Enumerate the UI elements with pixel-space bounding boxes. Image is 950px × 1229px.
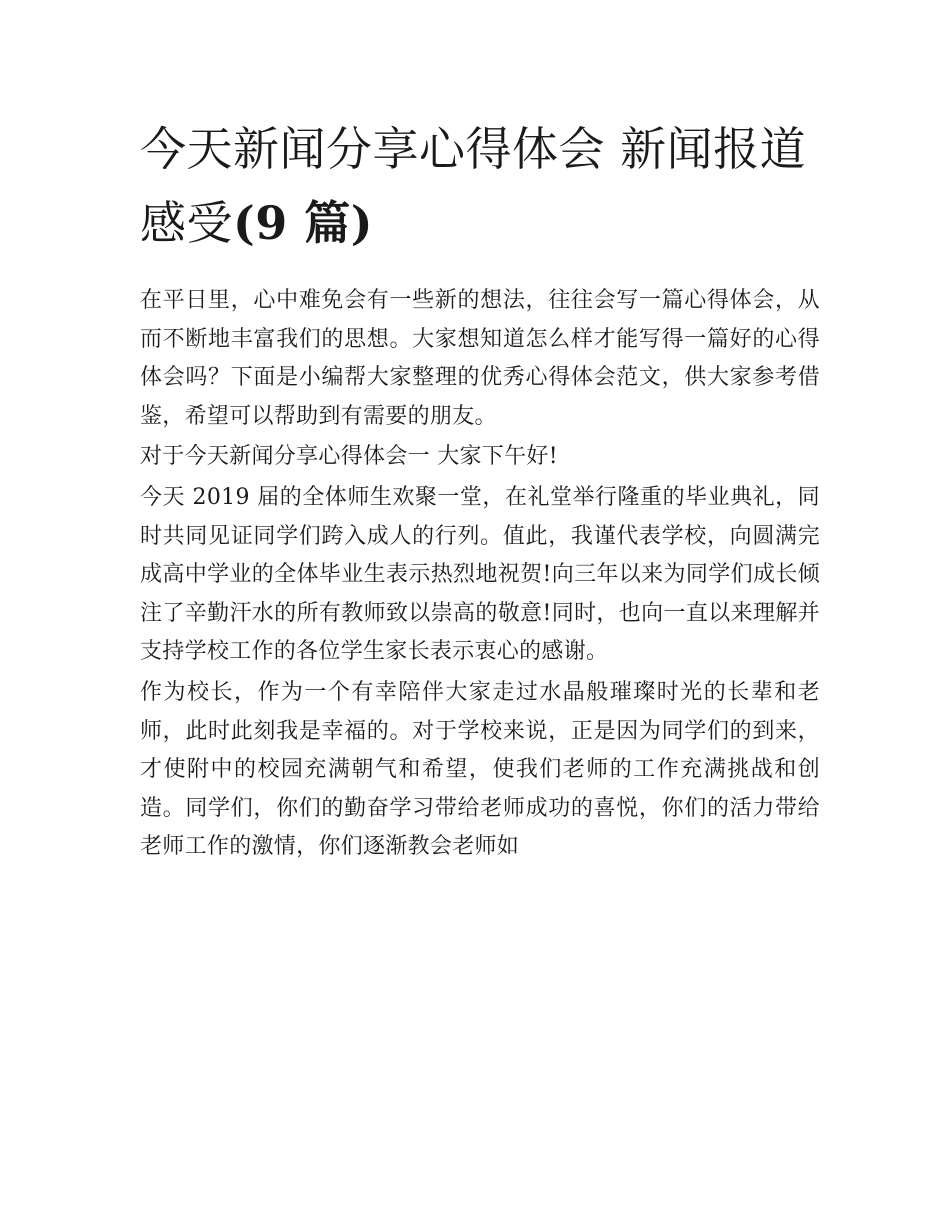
document-content [140, 112, 820, 867]
body-paragraph: 今天 2019 届的全体师生欢聚一堂，在礼堂举行隆重的毕业典礼，同时共同见证同学们跨入成人的行列。值此，我谨代表学校，向圆满完成高中学业的全体毕业生表示热烈地祝贺!向三年以来为同学们成长倾注了辛勤汗水的所有教师致以崇高的敬意!同时，也向一直以来理解并支持学校工作的各位学生家长表示衷心的感谢。 [140, 484, 820, 665]
title-count-text: (9 篇) [233, 196, 374, 250]
section-heading-paragraph: 对于今天新闻分享心得体会一 大家下午好! [140, 444, 558, 470]
title-main-text: 今天新闻分享心得体会 新闻报道感受 [140, 122, 807, 250]
document-title [140, 112, 820, 260]
body-paragraph: 作为校长，作为一个有幸陪伴大家走过水晶般璀璨时光的长辈和老师，此时此刻我是幸福的。对于学校来说，正是因为同学们的到来，才使附中的校园充满朝气和希望，使我们老师的工作充满挑战和创造。同学们，你们的勤奋学习带给老师成功的喜悦，你们的活力带给老师工作的激情，你们逐渐教会老师如 [140, 679, 820, 860]
intro-paragraph: 在平日里，心中难免会有一些新的想法，往往会写一篇心得体会，从而不断地丰富我们的思想。大家想知道怎么样才能写得一篇好的心得体会吗？下面是小编帮大家整理的优秀心得体会范文，供大家参考借鉴，希望可以帮助到有需要的朋友。 [140, 288, 820, 429]
